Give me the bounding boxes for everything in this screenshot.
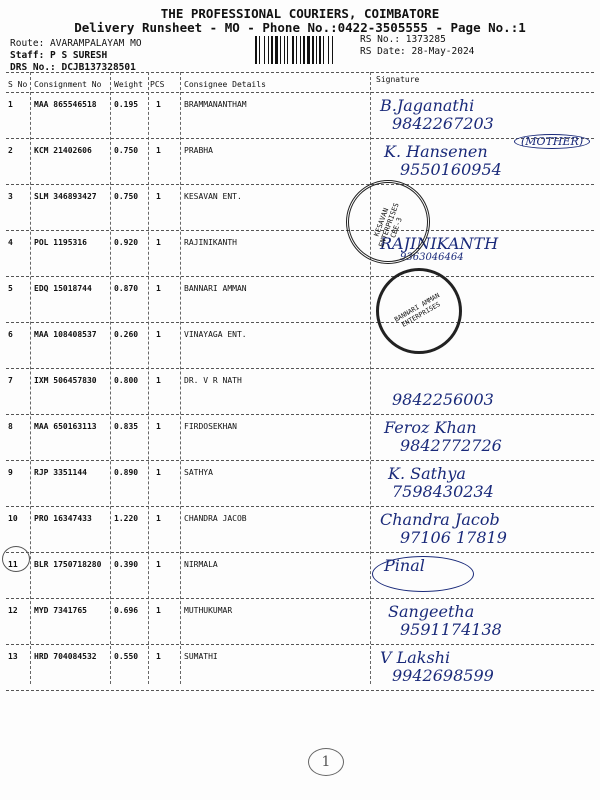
row-consignment-no: RJP 3351144 — [34, 468, 87, 477]
row-rule — [6, 552, 594, 553]
signature-name: K. Hansenen — [384, 142, 488, 161]
row-weight: 0.260 — [114, 330, 139, 339]
row-weight: 0.750 — [114, 192, 139, 201]
row-consignment-no: MAA 108408537 — [34, 330, 97, 339]
col-pcs: PCS — [150, 80, 165, 89]
col-divider — [110, 72, 111, 684]
row-consignee: BRAMMANANTHAM — [184, 100, 247, 109]
row-weight: 1.220 — [114, 514, 139, 523]
company-title: THE PROFESSIONAL COURIERS, COIMBATORE — [160, 6, 440, 21]
row-consignment-no: HRD 704084532 — [34, 652, 97, 661]
kesavan-stamp — [346, 180, 430, 264]
row-pcs: 1 — [156, 376, 161, 385]
row-rule — [6, 230, 594, 231]
col-consignment: Consignment No — [34, 80, 102, 89]
row-consignee: RAJINIKANTH — [184, 238, 237, 247]
row-weight: 0.890 — [114, 468, 139, 477]
row-pcs: 1 — [156, 652, 161, 661]
col-divider — [180, 72, 181, 684]
row-rule — [6, 506, 594, 507]
signature-phone: 97106 17819 — [400, 528, 507, 547]
row-weight: 0.800 — [114, 376, 139, 385]
row-consignment-no: KCM 21402606 — [34, 146, 92, 155]
signature-name: Pinal — [384, 556, 425, 575]
signature-name: Chandra Jacob — [380, 510, 500, 529]
row-consignee: VINAYAGA ENT. — [184, 330, 247, 339]
barcode-bar — [328, 36, 329, 64]
row-pcs: 1 — [156, 422, 161, 431]
row-consignment-no: PRO 16347433 — [34, 514, 92, 523]
row-sno: 8 — [8, 422, 13, 431]
barcode-bar — [319, 36, 321, 64]
barcode-bar — [259, 36, 260, 64]
row-rule — [6, 138, 594, 139]
signature-phone: 9591174138 — [400, 620, 502, 639]
row-weight: 0.195 — [114, 100, 139, 109]
rs-no-label: RS No.: 1373285 — [360, 34, 446, 45]
row-sno: 10 — [8, 514, 18, 523]
row-sno: 12 — [8, 606, 18, 615]
signature-note: (MOTHER) — [514, 134, 590, 149]
row-sno: 13 — [8, 652, 18, 661]
staff-label: Staff: P S SURESH — [10, 50, 108, 61]
row-consignment-no: MAA 650163113 — [34, 422, 97, 431]
row-weight: 0.696 — [114, 606, 139, 615]
row-sno: 3 — [8, 192, 13, 201]
row-weight: 0.920 — [114, 238, 139, 247]
col-divider — [30, 72, 31, 684]
row-rule — [6, 644, 594, 645]
table-top-rule — [6, 72, 594, 73]
row-consignment-no: MYD 7341765 — [34, 606, 87, 615]
row-consignee: PRABHA — [184, 146, 213, 155]
row-sno: 4 — [8, 238, 13, 247]
barcode-bar — [271, 36, 273, 64]
row-consignment-no: EDQ 15018744 — [34, 284, 92, 293]
signature-name: B.Jaganathi — [380, 96, 475, 115]
row-consignee: SATHYA — [184, 468, 213, 477]
row-pcs: 1 — [156, 284, 161, 293]
signature-name: Feroz Khan — [384, 418, 477, 437]
row-pcs: 1 — [156, 606, 161, 615]
signature-name: K. Sathya — [388, 464, 466, 483]
signature-phone: 9363046464 — [400, 252, 464, 263]
row-consignee: FIRDOSEKHAN — [184, 422, 237, 431]
signature-oval — [372, 556, 474, 592]
row-weight: 0.550 — [114, 652, 139, 661]
row-pcs: 1 — [156, 146, 161, 155]
row-consignee: NIRMALA — [184, 560, 218, 569]
row-sno: 1 — [8, 100, 13, 109]
row-consignment-no: SLM 346893427 — [34, 192, 97, 201]
row-pcs: 1 — [156, 468, 161, 477]
barcode-bar — [292, 36, 294, 64]
row-consignee: BANNARI AMMAN — [184, 284, 247, 293]
row-sno: 11 — [8, 560, 18, 569]
col-divider — [370, 72, 371, 684]
stamp-text: KESAVAN ENTERPRISES CBE-3 — [372, 201, 404, 249]
col-signature: Signature — [376, 75, 420, 84]
signature-phone: 9842256003 — [392, 390, 494, 409]
row-weight: 0.835 — [114, 422, 139, 431]
row-rule — [6, 368, 594, 369]
row-consignment-no: IXM 506457830 — [34, 376, 97, 385]
row-pcs: 1 — [156, 514, 161, 523]
runsheet-subtitle: Delivery Runsheet - MO - Phone No.:0422-3505555 - Page No.:1 — [74, 20, 526, 35]
drs-label: DRS No.: DCJB137328501 — [10, 62, 136, 73]
row-circle-mark — [2, 546, 30, 572]
row-consignee: CHANDRA JACOB — [184, 514, 247, 523]
col-divider — [148, 72, 149, 684]
row-pcs: 1 — [156, 238, 161, 247]
barcode-bar — [284, 36, 285, 64]
col-consignee: Consignee Details — [184, 80, 266, 89]
row-consignee: KESAVAN ENT. — [184, 192, 242, 201]
barcode — [255, 36, 355, 64]
barcode-bar — [323, 36, 324, 64]
row-consignment-no: MAA 865546518 — [34, 100, 97, 109]
barcode-bar — [287, 36, 288, 64]
signature-name: Sangeetha — [388, 602, 475, 621]
row-rule — [6, 322, 594, 323]
barcode-bar — [303, 36, 305, 64]
row-rule — [6, 460, 594, 461]
row-rule — [6, 598, 594, 599]
route-label: Route: AVARAMPALAYAM MO — [10, 38, 142, 49]
row-consignment-no: POL 1195316 — [34, 238, 87, 247]
row-weight: 0.750 — [114, 146, 139, 155]
row-consignee: MUTHUKUMAR — [184, 606, 233, 615]
page-circle-mark: 1 — [308, 748, 344, 776]
row-pcs: 1 — [156, 560, 161, 569]
barcode-bar — [280, 36, 281, 64]
signature-phone: 9842772726 — [400, 436, 502, 455]
row-pcs: 1 — [156, 100, 161, 109]
barcode-bar — [332, 36, 333, 64]
signature-phone: 7598430234 — [392, 482, 494, 501]
signature-name: V Lakshi — [380, 648, 451, 667]
row-consignment-no: BLR 1750718280 — [34, 560, 102, 569]
barcode-bar — [316, 36, 317, 64]
barcode-bar — [300, 36, 301, 64]
barcode-bar — [255, 36, 257, 64]
row-sno: 5 — [8, 284, 13, 293]
row-rule — [6, 276, 594, 277]
row-sno: 6 — [8, 330, 13, 339]
bannari-stamp — [376, 268, 462, 354]
signature-phone: 9842267203 — [392, 114, 494, 133]
rs-date-label: RS Date: 28-May-2024 — [360, 46, 475, 57]
row-pcs: 1 — [156, 330, 161, 339]
barcode-bar — [275, 36, 278, 64]
barcode-bar — [312, 36, 314, 64]
col-weight: Weight — [114, 80, 143, 89]
row-sno: 2 — [8, 146, 13, 155]
row-sno: 7 — [8, 376, 13, 385]
signature-name: RAJINIKANTH — [380, 234, 499, 253]
signature-phone: 9550160954 — [400, 160, 502, 179]
barcode-bar — [268, 36, 269, 64]
barcode-bar — [264, 36, 265, 64]
header-rule — [6, 92, 594, 93]
row-pcs: 1 — [156, 192, 161, 201]
stamp-text: BANNARI AMMAN ENTERPRISES — [392, 291, 442, 329]
signature-phone: 9942698599 — [392, 666, 494, 685]
row-rule — [6, 690, 594, 691]
row-consignee: DR. V R NATH — [184, 376, 242, 385]
row-rule — [6, 414, 594, 415]
barcode-bar — [307, 36, 310, 64]
row-consignee: SUMATHI — [184, 652, 218, 661]
row-weight: 0.870 — [114, 284, 139, 293]
col-sno: S No — [8, 80, 28, 89]
row-weight: 0.390 — [114, 560, 139, 569]
row-rule — [6, 184, 594, 185]
row-sno: 9 — [8, 468, 13, 477]
barcode-bar — [296, 36, 297, 64]
